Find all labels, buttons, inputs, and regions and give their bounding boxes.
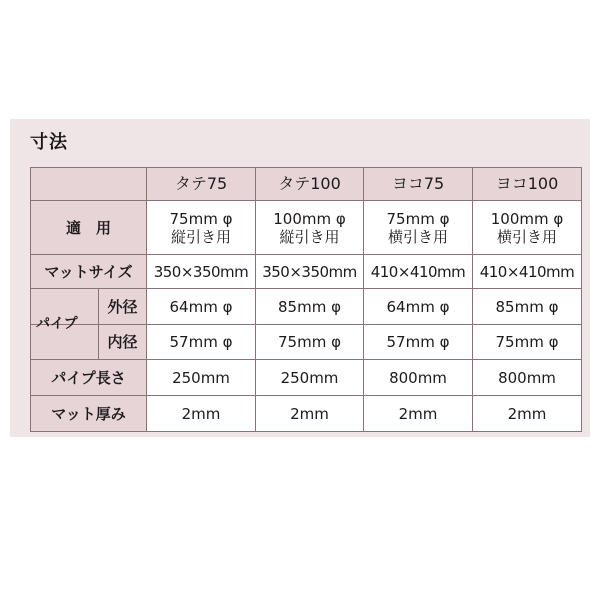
inner-diameter-cell: 57mm φ bbox=[147, 325, 256, 360]
row-label-inner-diameter: 内径 bbox=[99, 325, 147, 360]
mat-thickness-cell: 2mm bbox=[473, 396, 582, 432]
corner-cell bbox=[31, 168, 147, 201]
column-header: ヨコ100 bbox=[473, 168, 582, 201]
column-header: ヨコ75 bbox=[364, 168, 473, 201]
application-row bbox=[31, 201, 582, 255]
mat-thickness-cell: 2mm bbox=[364, 396, 473, 432]
pipe-length-cell: 800mm bbox=[364, 360, 473, 396]
pipe-length-row bbox=[31, 360, 582, 396]
header-row bbox=[31, 168, 582, 201]
row-label-mat-size: マットサイズ bbox=[31, 255, 147, 289]
mat-thickness-cell: 2mm bbox=[256, 396, 364, 432]
mat-size-cell: 350×350mm bbox=[256, 255, 364, 289]
mat-thickness-row bbox=[31, 396, 582, 432]
mat-size-cell: 350×350mm bbox=[147, 255, 256, 289]
mat-size-cell: 410×410mm bbox=[473, 255, 582, 289]
outer-diameter-cell: 64mm φ bbox=[147, 289, 256, 325]
application-cell: 75mm φ 横引き用 bbox=[364, 201, 473, 255]
outer-diameter-cell: 85mm φ bbox=[473, 289, 582, 325]
row-label-pipe: パイプ bbox=[36, 316, 78, 332]
mat-size-row bbox=[31, 255, 582, 289]
row-label-pipe-length: パイプ長さ bbox=[31, 360, 147, 396]
row-label-application: 適 用 bbox=[31, 201, 147, 255]
inner-diameter-cell: 57mm φ bbox=[364, 325, 473, 360]
dimensions-table bbox=[30, 167, 582, 432]
inner-diameter-cell: 75mm φ bbox=[473, 325, 582, 360]
outer-diameter-cell: 85mm φ bbox=[256, 289, 364, 325]
column-header: タテ100 bbox=[256, 168, 364, 201]
section-title: 寸法 bbox=[30, 132, 68, 153]
inner-diameter-cell: 75mm φ bbox=[256, 325, 364, 360]
outer-diameter-cell: 64mm φ bbox=[364, 289, 473, 325]
column-header: タテ75 bbox=[147, 168, 256, 201]
pipe-length-cell: 800mm bbox=[473, 360, 582, 396]
pipe-outer-row bbox=[31, 289, 582, 325]
application-cell: 100mm φ 縦引き用 bbox=[256, 201, 364, 255]
mat-size-cell: 410×410mm bbox=[364, 255, 473, 289]
application-cell: 75mm φ 縦引き用 bbox=[147, 201, 256, 255]
pipe-inner-row bbox=[31, 325, 582, 360]
application-cell: 100mm φ 横引き用 bbox=[473, 201, 582, 255]
row-label-outer-diameter: 外径 bbox=[99, 289, 147, 325]
pipe-length-cell: 250mm bbox=[147, 360, 256, 396]
mat-thickness-cell: 2mm bbox=[147, 396, 256, 432]
pipe-length-cell: 250mm bbox=[256, 360, 364, 396]
row-label-mat-thickness: マット厚み bbox=[31, 396, 147, 432]
